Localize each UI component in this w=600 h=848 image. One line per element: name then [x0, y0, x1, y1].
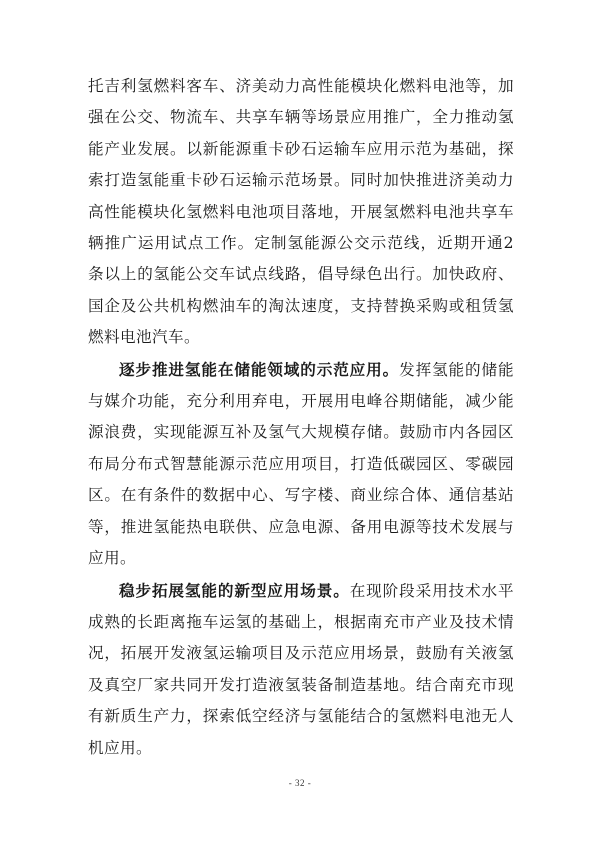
paragraph-lead: 逐步推进氢能在储能领域的示范应用。 [119, 359, 400, 379]
paragraph-energy-storage [88, 354, 514, 575]
paragraph-text: 托吉利氢燃料客车、济美动力高性能模块化燃料电池等，加强在公交、物流车、共享车辆等场景应用推广，全力推动氢能产业发展。以新能源重卡砂石运输车应用示范为基础，探索打造氢能重卡砂石运输示范场景。同时加快推进济美动力高性能模块化氢燃料电池项目落地，开展氢燃料电池共享车辆推广运用试点工作。定制氢能源公交示范线，近期开通2条以上的氢能公交车试点线路，倡导绿色出行。加快政府、国企及公共机构燃油车的淘汰速度，支持替换采购或租赁氢燃料电池汽车。 [88, 77, 514, 347]
paragraph-lead: 稳步拓展氢能的新型应用场景。 [119, 580, 350, 600]
paragraph-hydrogen-vehicles [88, 70, 514, 354]
document-body [88, 70, 514, 764]
page-number: - 32 - [288, 778, 312, 788]
paragraph-text: 发挥氢能的储能与媒介功能，充分利用弃电，开展用电峰谷期储能，减少能源浪费，实现能源互补及氢气大规模存储。鼓励市内各园区布局分布式智慧能源示范应用项目，打造低碳园区、零碳园区。在有条件的数据中心、写字楼、商业综合体、通信基站等，推进氢能热电联供、应急电源、备用电源等技术发展与应用。 [88, 360, 514, 568]
paragraph-new-scenarios [88, 575, 514, 764]
paragraph-text: 在现阶段采用技术水平成熟的长距离拖车运氢的基础上，根据南充市产业及技术情况，拓展开发液氢运输项目及示范应用场景，鼓励有关液氢及真空厂家共同开发打造液氢装备制造基地。结合南充市现有新质生产力，探索低空经济与氢能结合的氢燃料电池无人机应用。 [88, 581, 514, 757]
